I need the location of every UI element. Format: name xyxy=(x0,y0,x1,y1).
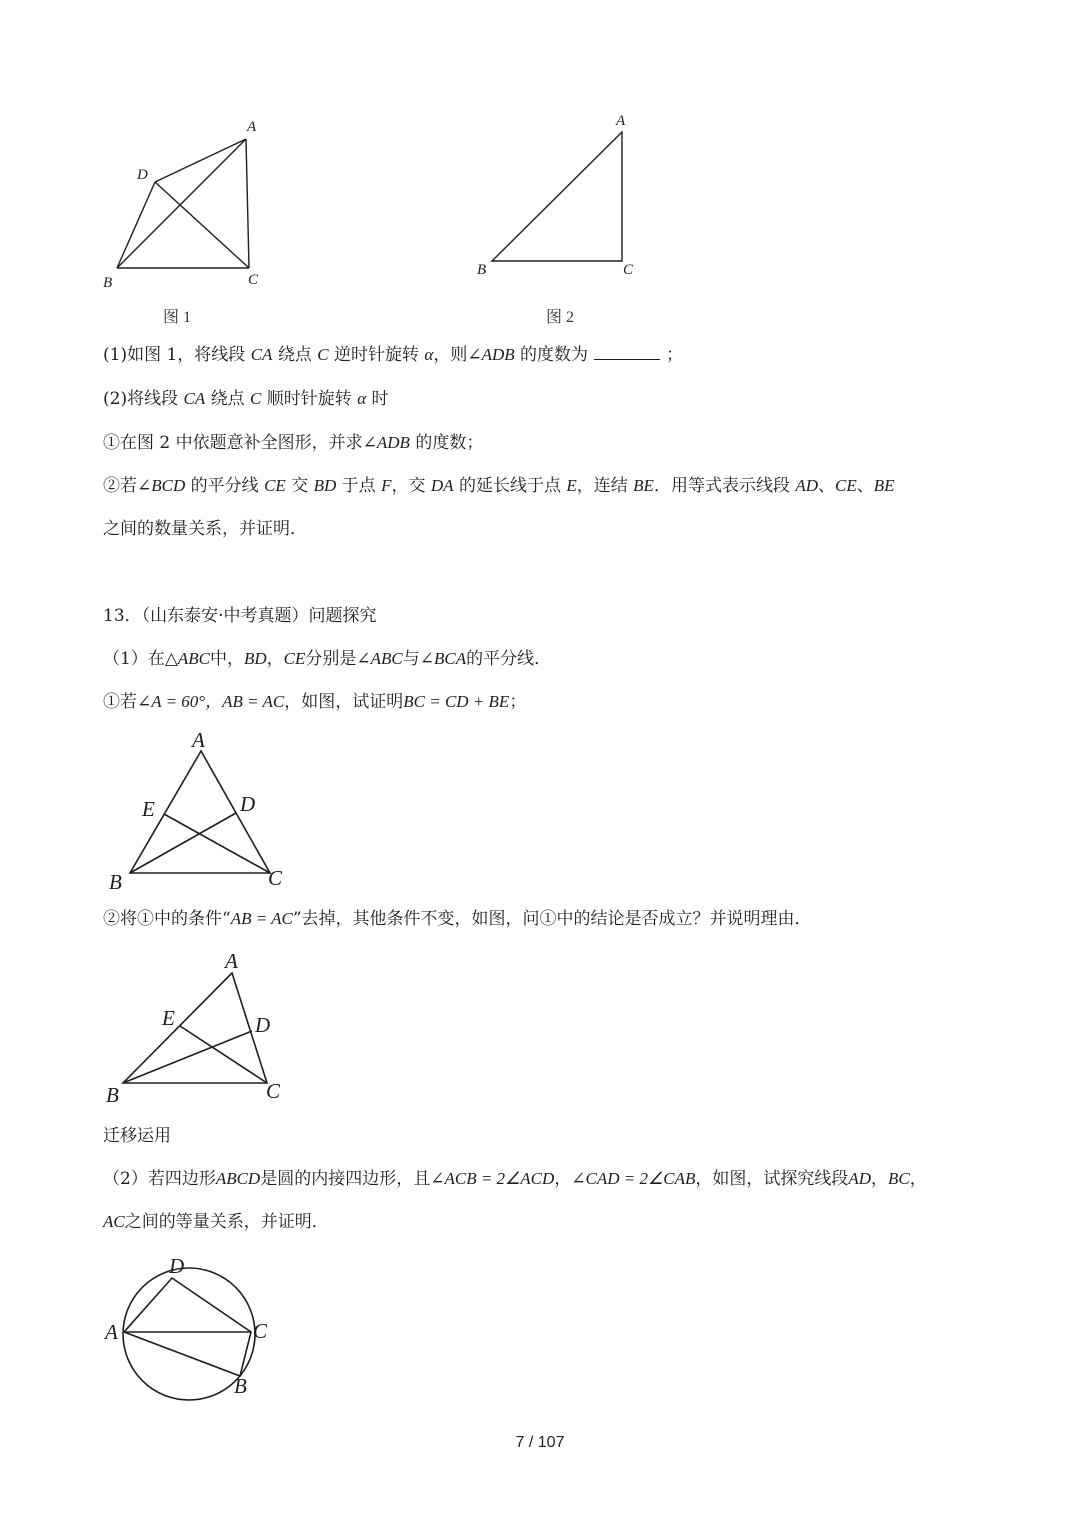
segment-bd xyxy=(130,813,236,873)
point-label-d: D xyxy=(240,792,256,816)
q13-transfer-heading: 迁移运用 xyxy=(103,1126,171,1146)
point-label-c: C xyxy=(623,262,634,278)
point-label-d: D xyxy=(169,1254,185,1278)
point-label-b: B xyxy=(106,1083,119,1107)
quadrilateral-adcba xyxy=(124,1278,251,1376)
q12-part-2-sub-2-cont: 之间的数量关系，并证明． xyxy=(103,519,307,539)
page-number: 7 / 107 xyxy=(515,1434,565,1451)
point-label-d: D xyxy=(255,1013,271,1037)
q12-part-2-sub-1: ①在图 2 中依题意补全图形，并求∠ADB 的度数； xyxy=(103,433,484,453)
point-label-b: B xyxy=(477,262,487,278)
triangle-abc xyxy=(123,973,267,1083)
figure-1 xyxy=(95,110,275,295)
figure-2 xyxy=(470,108,650,288)
q13-part-1-sub-1: ①若∠A = 60°，AB = AC，如图，试证明BC = CD + BE； xyxy=(103,692,527,712)
point-label-b: B xyxy=(234,1374,247,1398)
point-label-a: A xyxy=(247,119,257,135)
point-label-c: C xyxy=(253,1319,268,1343)
answer-blank[interactable] xyxy=(594,344,660,360)
q13-part-2: （2）若四边形ABCD是圆的内接四边形，且∠ACB = 2∠ACD，∠CAD = 2∠CAB，如图，试探究线段AD，BC， xyxy=(103,1169,927,1189)
figure-4 xyxy=(100,948,300,1108)
point-label-e: E xyxy=(162,1006,175,1030)
point-label-b: B xyxy=(109,870,122,894)
point-label-d: D xyxy=(137,167,148,183)
segment-dc xyxy=(155,182,249,268)
triangle-abc xyxy=(492,132,622,261)
figure-3 xyxy=(100,725,300,895)
q13-part-2-cont: AC之间的等量关系，并证明． xyxy=(103,1212,329,1232)
q12-part-1: (1)如图 1，将线段 CA 绕点 C 逆时针旋转 α，则∠ADB 的度数为 ； xyxy=(103,345,684,365)
segment-ad xyxy=(155,139,246,182)
q13-part-1-sub-2: ②将①中的条件“AB = AC”去掉，其他条件不变，如图，问①中的结论是否成立？并说明理由． xyxy=(103,909,812,929)
q13-title: 13．（山东泰安·中考真题）问题探究 xyxy=(103,606,377,626)
q12-part-2-sub-2: ②若∠BCD 的平分线 CE 交 BD 于点 F，交 DA 的延长线于点 E，连结 BE．用等式表示线段 AD、CE、BE xyxy=(103,476,895,496)
point-label-c: C xyxy=(266,1079,281,1103)
point-label-a: A xyxy=(225,949,238,973)
point-label-c: C xyxy=(248,272,259,288)
point-label-e: E xyxy=(142,797,155,821)
figure-5 xyxy=(100,1250,290,1410)
point-label-a: A xyxy=(105,1320,118,1344)
point-label-b: B xyxy=(103,275,113,291)
q13-part-1: （1）在△ABC中，BD，CE分别是∠ABC与∠BCA的平分线． xyxy=(103,649,552,669)
figure-2-caption: 图 2 xyxy=(546,309,575,326)
figure-1-caption: 图 1 xyxy=(163,309,192,326)
segment-ac xyxy=(246,139,249,268)
point-label-a: A xyxy=(616,113,626,129)
segment-bd xyxy=(117,182,155,268)
point-label-c: C xyxy=(268,866,283,890)
segment-ab xyxy=(117,139,246,268)
q12-part-2: (2)将线段 CA 绕点 C 顺时针旋转 α 时 xyxy=(103,389,389,409)
segment-bd xyxy=(123,1031,252,1083)
point-label-a: A xyxy=(192,728,205,752)
